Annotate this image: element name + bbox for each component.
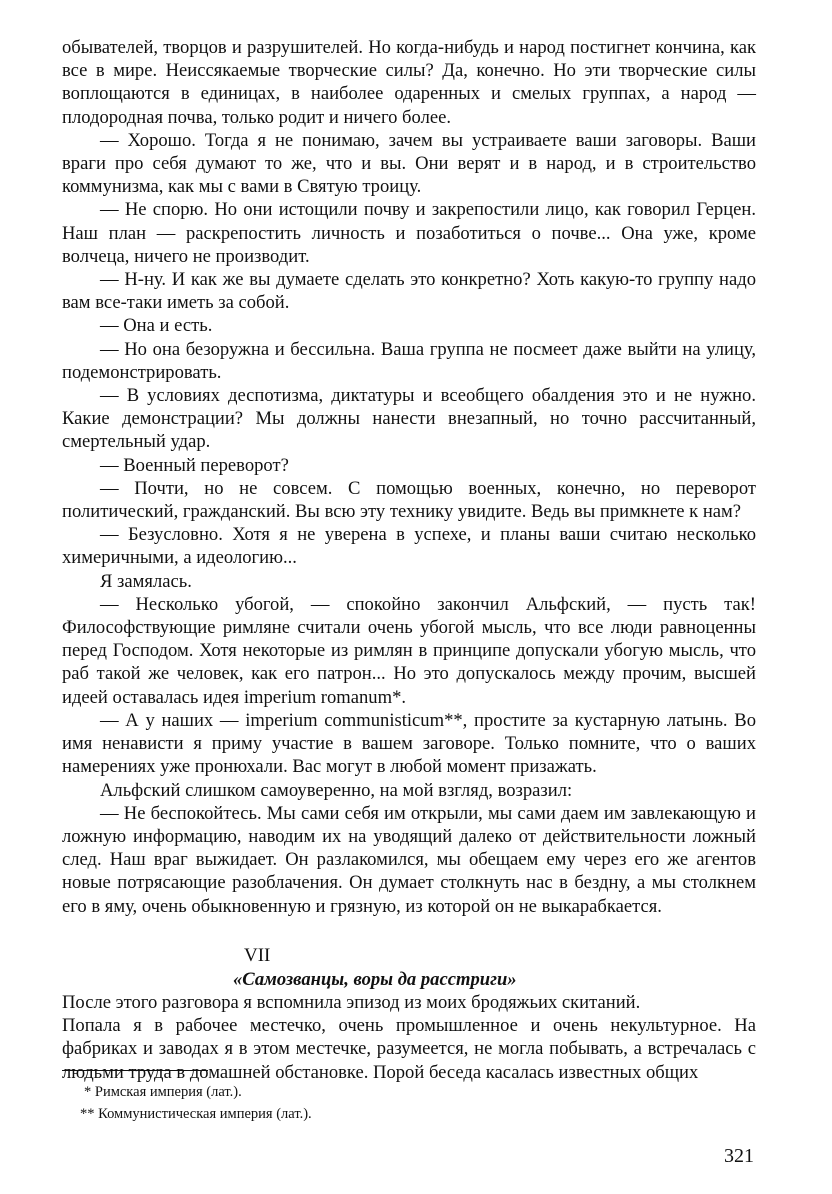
paragraph: После этого разговора я вспомнила эпизод из моих бродяжьих скитаний.	[62, 991, 641, 1013]
paragraph: — В условиях деспотизма, диктатуры и всеобщего обалдения это и не нужно. Какие демонстрации? Мы должны нанести внезапный, но точно рассчитанный, смертельный удар.	[62, 385, 756, 453]
paragraph: Альфский слишком самоуверенно, на мой взгляд, возразил:	[100, 779, 573, 801]
chapter-title: «Самозванцы, воры да расстриги»	[233, 968, 517, 990]
paragraph: — Не спорю. Но они истощили почву и закрепостили лицо, как говорил Герцен. Наш план — раскрепостить личность и позаботиться о почве... Она уже, кроме волчеца, ничего не производит.	[62, 199, 756, 267]
chapter-heading	[62, 944, 756, 991]
footnotes	[80, 1081, 720, 1125]
paragraph: Попала я в рабочее местечко, очень промышленное и очень некультурное. На фабриках и заводах я в этом местечке, разумеется, не могла побывать, а встречалась с людьми труда в домашней обстановке. Порой беседа касалась известных общих	[62, 1015, 756, 1083]
paragraph: обывателей, творцов и разрушителей. Но когда-нибудь и народ постигнет кончина, как все в мире. Неиссякаемые творческие силы? Да, конечно. Но эти творческие силы воплощаются в единицах, в наиболее одаренных и смелых группах, а народ — плодородная почва, только родит и ничего более.	[62, 37, 756, 128]
paragraph: — Военный переворот?	[100, 454, 289, 476]
paragraph: — Но она безоружна и бессильна. Ваша группа не посмеет даже выйти на улицу, подемонстрировать.	[62, 338, 756, 383]
footnote: * Римская империя (лат.).	[84, 1084, 242, 1100]
footnote: ** Коммунистическая империя (лат.).	[80, 1106, 312, 1122]
paragraph: Я замялась.	[100, 570, 192, 592]
paragraph: — Н-ну. И как же вы думаете сделать это конкретно? Хоть какую-то группу надо вам все-таки иметь за собой.	[62, 269, 756, 314]
footnote-divider	[62, 1070, 208, 1071]
paragraph: — Почти, но не совсем. С помощью военных, конечно, но переворот политический, гражданский. Вы всю эту технику увидите. Ведь вы примкнете к нам?	[62, 477, 756, 523]
paragraph: — А у наших — imperium communisticum**, простите за кустарную латынь. Во имя ненависти я приму участие в вашем заговоре. Только помните, что о ваших намерениях уже пронюхали. Вас могут в любой момент призажать.	[62, 709, 756, 778]
page-number: 321	[724, 1145, 754, 1167]
main-text	[62, 36, 756, 1084]
paragraph: — Безусловно. Хотя я не уверена в успехе, и планы ваши считаю несколько химеричными, а идеологию...	[62, 524, 756, 569]
paragraph: — Не беспокойтесь. Мы сами себя им открыли, мы сами даем им завлекающую и ложную информацию, наводим их на уводящий далеко от действительности ложный след. Наш враг выжидает. Он разлакомился, мы обещаем ему через его же агентов новые потрясающие разоблачения. Он думает столкнуть нас в бездну, а мы столкнем его в яму, очень обыкновенную и грязную, из которой он не выкарабкается.	[62, 802, 756, 917]
paragraph: — Она и есть.	[100, 315, 213, 337]
paragraph: — Несколько убогой, — спокойно закончил Альфский, — пусть так! Философствующие римляне считали очень убогой мысль, что все люди равноценны перед Господом. Хотя некоторые из римлян в принципе допускали убогую мысль, что раб такой же человек, как его патрон... Но это допускалось между прочим, высшей идеей оставалась идея imperium romanum*.	[62, 593, 756, 708]
chapter-number: VII	[244, 944, 271, 966]
paragraph: — Хорошо. Тогда я не понимаю, зачем вы устраиваете ваши заговоры. Ваши враги про себя думают то же, что и вы. Они верят и в народ, и в строительство коммунизма, как мы с вами в Святую троицу.	[62, 129, 756, 198]
